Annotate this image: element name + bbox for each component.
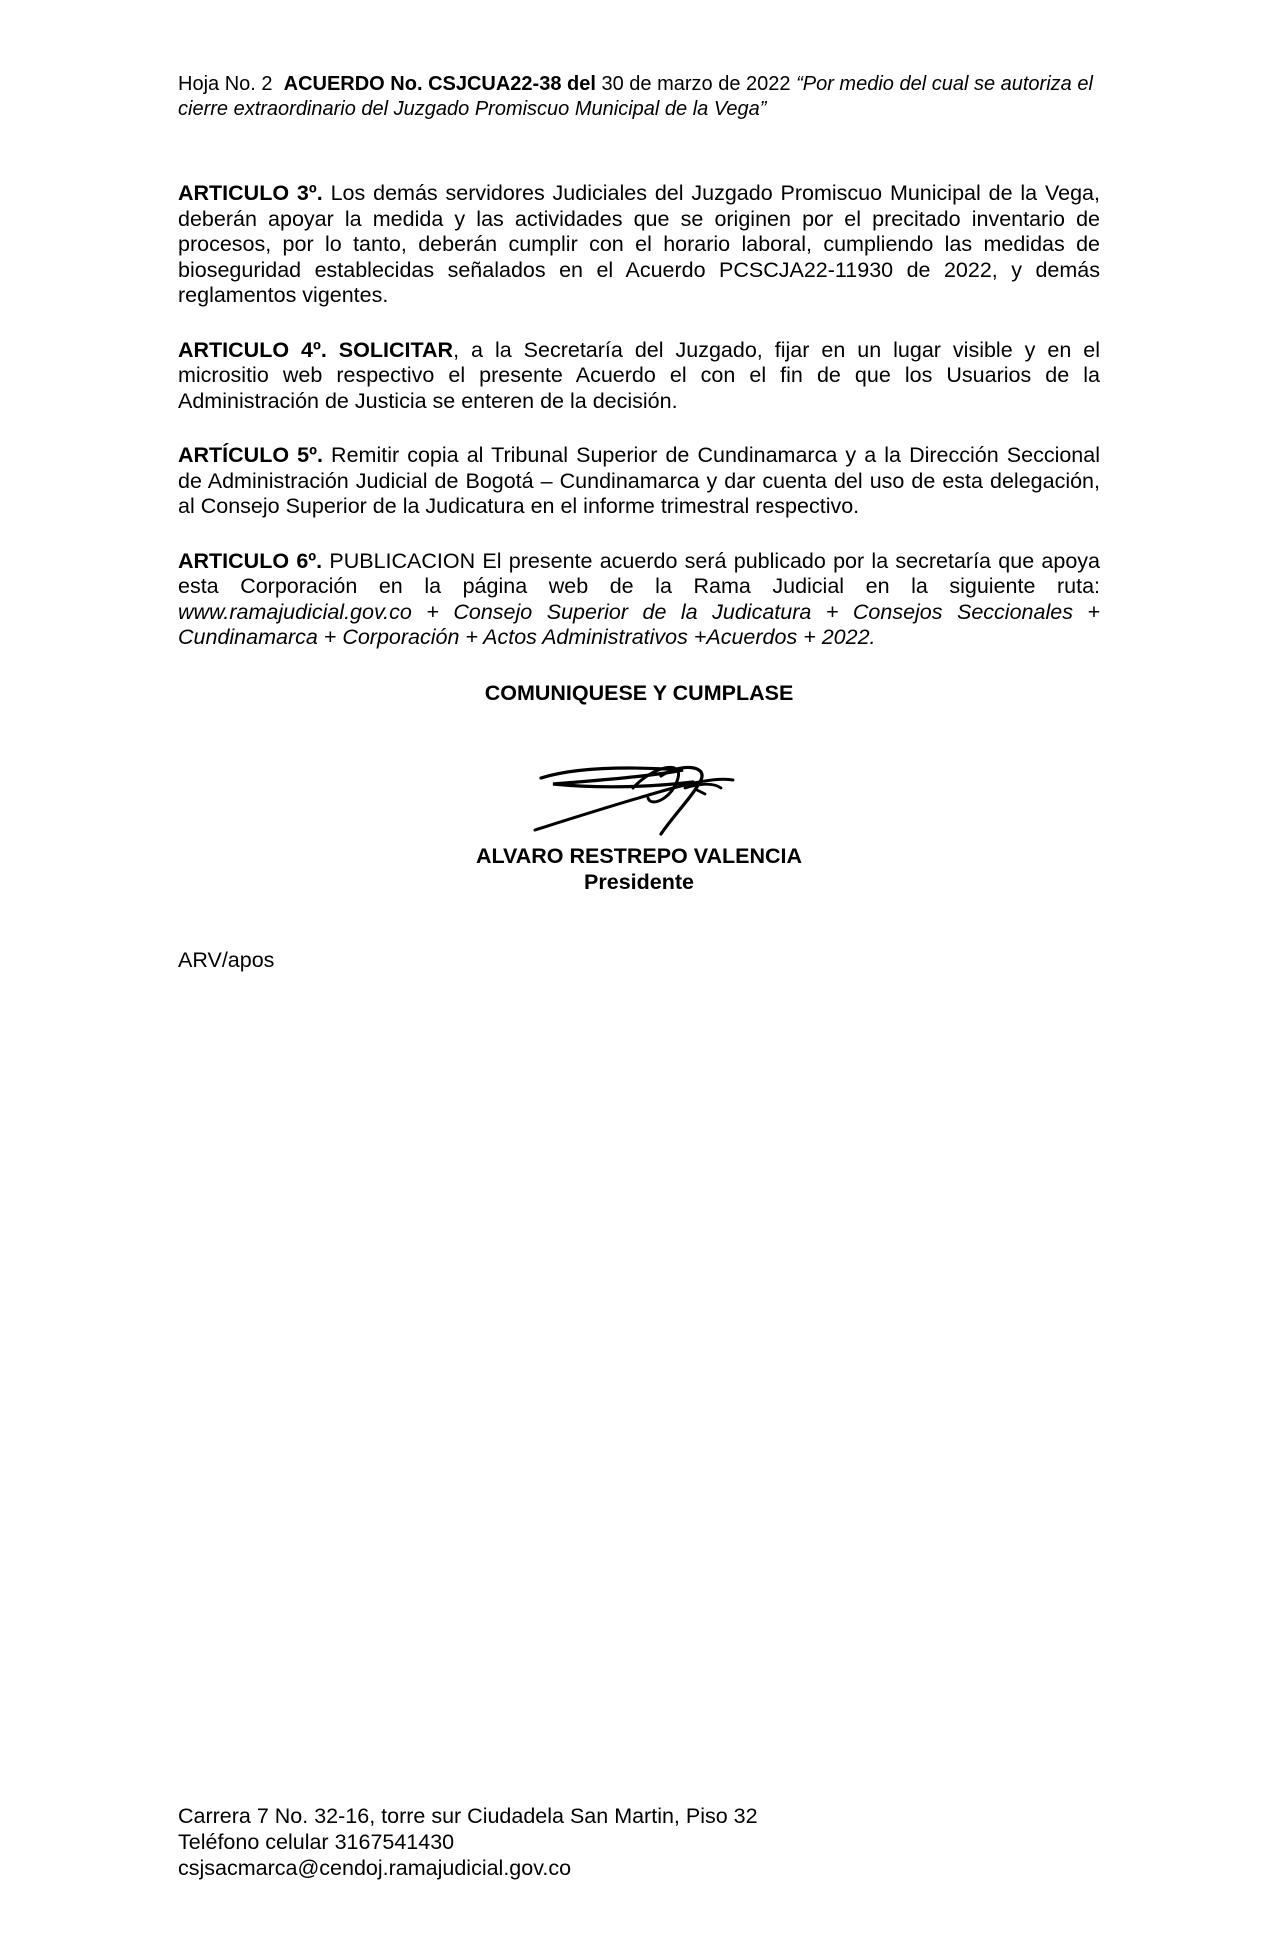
handwritten-signature (533, 758, 743, 838)
acuerdo-subject: “Por medio del cual se autoriza el cierre extraordinario del Juzgado Promiscuo Municipal de la Vega” (178, 73, 1093, 120)
article-title: ARTICULO 6º. (178, 548, 323, 573)
article-title: ARTICULO 3º. (178, 181, 323, 205)
publication-route: www.ramajudicial.gov.co + Consejo Superior de la Judicatura + Consejos Seccionales + Cundinamarca + Corporación + Actos Administrativos +Acuerdos + 2022. (178, 599, 1100, 649)
acuerdo-date: 30 de marzo de 2022 (601, 73, 791, 95)
article-text: PUBLICACION El presente acuerdo será publicado por la secretaría que apoya esta Corporación en la página web de la Rama Judicial en la siguiente ruta: (178, 548, 1100, 598)
article-5 (178, 443, 1100, 520)
signer-name: ALVARO RESTREPO VALENCIA (475, 844, 803, 868)
footer-phone: Teléfono celular 3167541430 (178, 1830, 455, 1854)
article-4 (178, 338, 1100, 415)
article-6 (178, 549, 1100, 651)
article-text: Los demás servidores Judiciales del Juzgado Promiscuo Municipal de la Vega, deberán apoyar la medida y las actividades que se originen por el precitado inventario de procesos, por lo tanto, deberán cumplir con el horario laboral, cumpliendo las medidas de bioseguridad establecidas señalados en el Acuerdo PCSCJA22-11930 de 2022, y demás reglamentos vigentes. (178, 181, 1100, 307)
page-footer (178, 1803, 758, 1881)
article-title: ARTÍCULO 5º. (178, 443, 323, 467)
closing-formula: COMUNIQUESE Y CUMPLASE (484, 681, 794, 705)
footer-address: Carrera 7 No. 32-16, torre sur Ciudadela San Martin, Piso 32 (178, 1804, 758, 1828)
article-text: , a la Secretaría del Juzgado, fijar en un lugar visible y en el micrositio web respectivo el presente Acuerdo el con el fin de que los Usuarios de la Administración de Justicia se enteren de la decisión. (178, 337, 1100, 413)
footer-email: csjsacmarca@cendoj.ramajudicial.gov.co (178, 1856, 572, 1880)
initials: ARV/apos (178, 948, 275, 972)
article-title: ARTICULO 4º. SOLICITAR (178, 337, 454, 362)
page-header (178, 72, 1100, 122)
signer-role: Presidente (584, 870, 694, 894)
document-body (178, 181, 1100, 680)
acuerdo-label: ACUERDO No. CSJCUA22-38 del (283, 73, 596, 95)
article-text: Remitir copia al Tribunal Superior de Cundinamarca y a la Dirección Seccional de Administración Judicial de Bogotá – Cundinamarca y dar cuenta del uso de esta delegación, al Consejo Superior de la Judicatura en el informe trimestral respectivo. (178, 443, 1101, 518)
sheet-number: Hoja No. 2 (178, 73, 273, 95)
article-3 (178, 181, 1100, 309)
signer-block (178, 843, 1100, 895)
